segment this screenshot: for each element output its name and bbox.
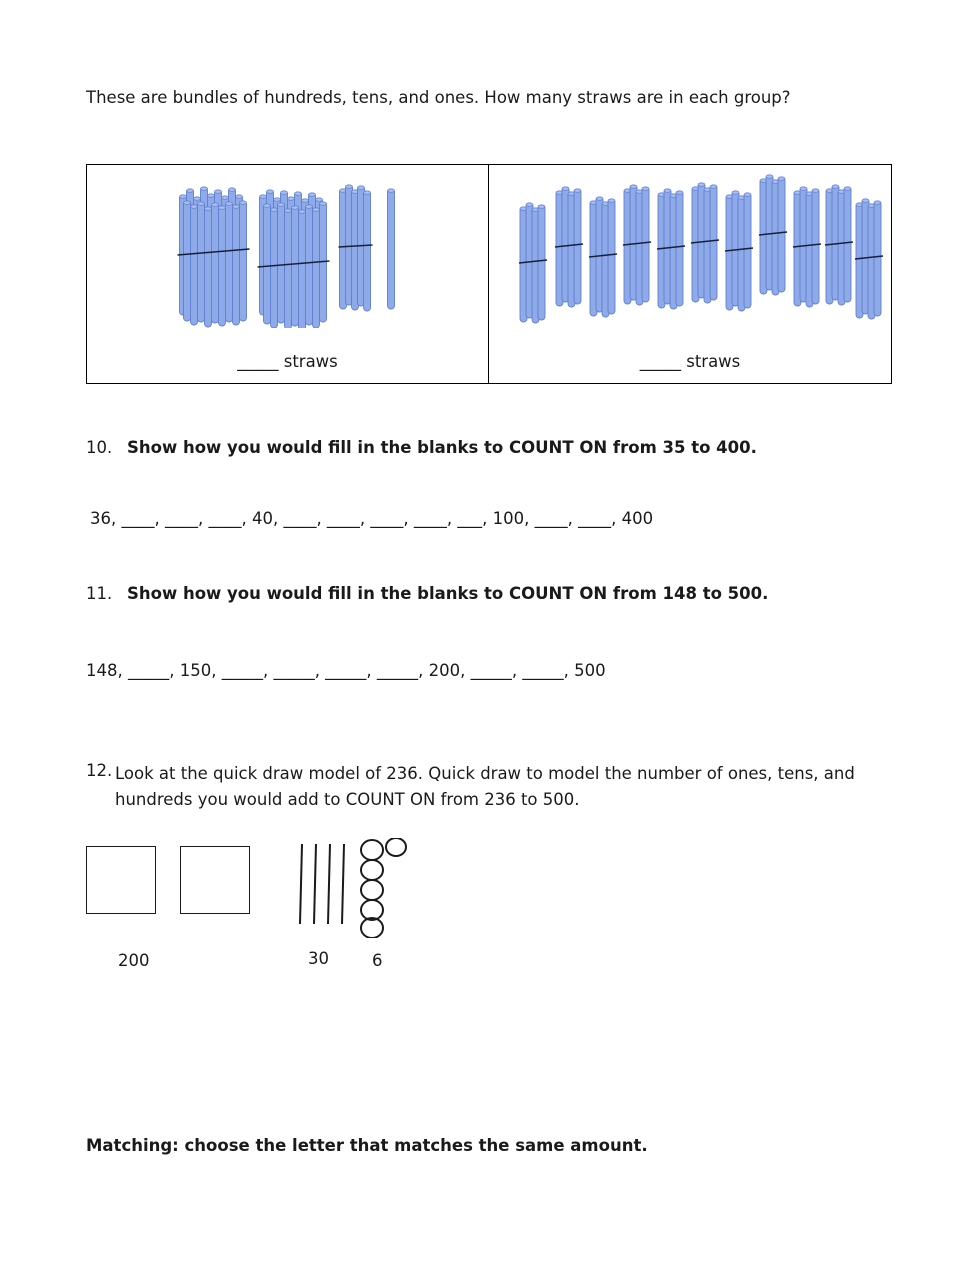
matching-heading: Matching: choose the letter that matches the same amount.: [86, 1136, 648, 1155]
straw-group-2-unit: straws: [686, 352, 741, 371]
straw-group-1-unit: straws: [283, 352, 338, 371]
question-12-prompt: Look at the quick draw model of 236. Quick draw to model the number of ones, tens, and hundreds you would add to COUNT ON from 236 to 500.: [115, 764, 855, 809]
question-12-number: 12.: [86, 761, 113, 780]
straw-group-1-blank[interactable]: _____: [237, 352, 279, 371]
intro-text: These are bundles of hundreds, tens, and ones. How many straws are in each group?: [86, 88, 791, 107]
straw-group-2-answer-line: [489, 352, 891, 371]
question-10-prompt: Show how you would fill in the blanks to COUNT ON from 35 to 400.: [127, 438, 757, 457]
question-11-number: 11.: [86, 584, 113, 603]
question-11-sequence[interactable]: 148, _____, 150, _____, _____, _____, _____, 200, _____, _____, 500: [86, 661, 606, 680]
straw-group-2-illustration: [489, 173, 891, 328]
straw-group-2-blank[interactable]: _____: [639, 352, 681, 371]
quick-draw-model: [86, 836, 486, 976]
hundreds-square-1[interactable]: [86, 846, 156, 914]
straw-groups-table: [86, 164, 892, 384]
hundreds-square-2[interactable]: [180, 846, 250, 914]
hundreds-label: 200: [118, 951, 150, 970]
question-11-prompt: Show how you would fill in the blanks to COUNT ON from 148 to 500.: [127, 584, 769, 603]
straw-group-1-answer-line: [87, 352, 488, 371]
tens-label: 30: [308, 949, 329, 968]
ones-label: 6: [372, 951, 383, 970]
question-10-number: 10.: [86, 438, 113, 457]
straw-group-2-cell: [489, 165, 891, 383]
ones-circles[interactable]: [356, 838, 426, 942]
straw-group-1-illustration: [87, 173, 488, 328]
question-10-sequence[interactable]: 36, ____, ____, ____, 40, ____, ____, ____, ____, ___, 100, ____, ____, 400: [90, 509, 654, 528]
straw-group-1-cell: [87, 165, 489, 383]
